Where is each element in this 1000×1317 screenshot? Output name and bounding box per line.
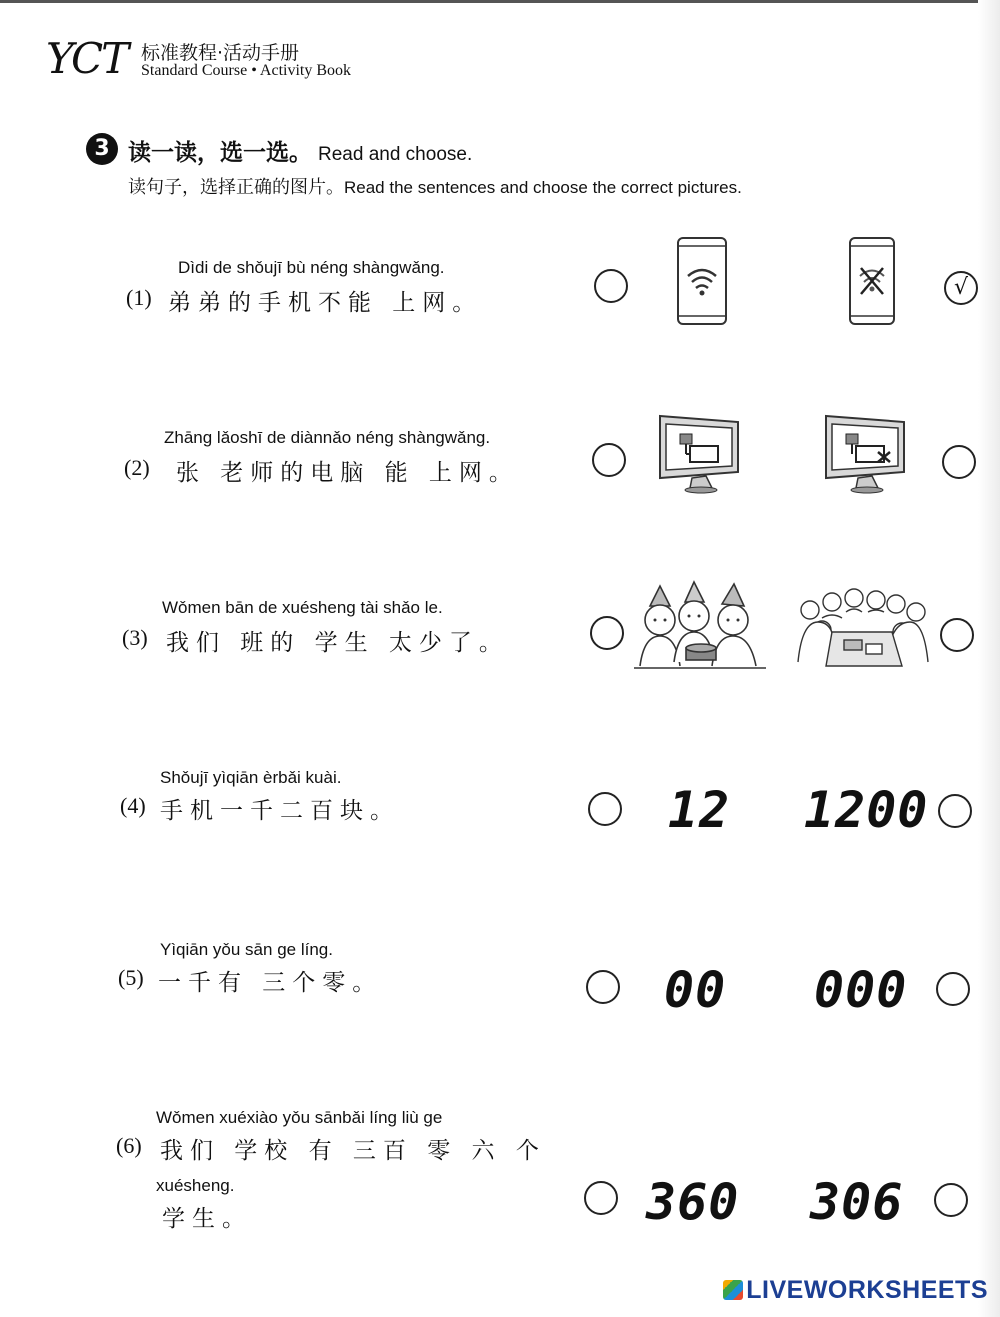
option-left-number: 00 — [664, 961, 727, 1019]
question-number: (2) — [124, 455, 150, 480]
sentence: 我们 学校 有 三百 零 六 个 — [160, 1138, 546, 1164]
answer-circle-right[interactable] — [934, 1183, 968, 1217]
option-right-number: 000 — [814, 961, 908, 1019]
pinyin: Wǒmen bān de xuésheng tài shǎo le. — [162, 598, 443, 617]
option-left-number: 360 — [646, 1173, 740, 1231]
pinyin: Yìqiān yǒu sān ge líng. — [160, 940, 333, 959]
answer-circle-left[interactable] — [592, 443, 626, 477]
book-title-cn: 标准教程·活动手册 — [141, 42, 300, 64]
question-number: (1) — [126, 285, 152, 310]
exercise-number-badge: 3 — [86, 133, 118, 165]
option-left-number: 12 — [668, 781, 731, 839]
page-edge-shadow — [978, 0, 1000, 1317]
answer-circle-left[interactable] — [590, 616, 624, 650]
instruction-en: Read the sentences and choose the correct pictures. — [344, 178, 742, 197]
top-border — [0, 0, 1000, 3]
sentence: 张 老师的电脑 能 上网。 — [176, 460, 519, 486]
yct-logo: YCT — [46, 34, 128, 83]
sentence: 手机一千二百块。 — [160, 798, 400, 824]
answer-circle-right[interactable] — [940, 618, 974, 652]
answer-circle-left[interactable] — [584, 1181, 618, 1215]
exercise-title-en: Read and choose. — [318, 144, 473, 165]
exercise-title — [128, 134, 472, 167]
question-number: (5) — [118, 965, 144, 990]
book-title-en: Standard Course • Activity Book — [141, 62, 352, 79]
watermark-text: LIVEWORKSHEETS — [746, 1276, 988, 1304]
answer-circle-right[interactable] — [938, 794, 972, 828]
exercise-instruction — [128, 173, 742, 199]
answer-circle-left[interactable] — [588, 792, 622, 826]
computer-disconnected-icon — [822, 412, 908, 496]
liveworksheets-logo-icon — [723, 1280, 743, 1300]
answer-circle-left[interactable] — [586, 970, 620, 1004]
many-students-class-icon — [792, 582, 932, 672]
answer-circle-right[interactable] — [942, 445, 976, 479]
exercise-title-cn: 读一读，选一选。 — [128, 140, 312, 166]
pinyin-line-2: xuésheng. — [156, 1176, 235, 1195]
option-right-number: 1200 — [804, 781, 929, 839]
pinyin: Shǒujī yìqiān èrbǎi kuài. — [160, 768, 342, 787]
question-number: (6) — [116, 1133, 142, 1158]
phone-no-wifi-icon — [848, 236, 896, 326]
answer-circle-right[interactable]: √ — [944, 271, 978, 305]
pinyin: Zhāng lǎoshī de diànnǎo néng shàngwǎng. — [164, 428, 491, 447]
answer-circle-right[interactable] — [936, 972, 970, 1006]
pinyin: Dìdi de shǒujī bù néng shàngwǎng. — [178, 258, 445, 277]
question-number: (3) — [122, 625, 148, 650]
sentence-line-2: 学生。 — [162, 1206, 252, 1232]
question-number: (4) — [120, 793, 146, 818]
sentence: 我们 班的 学生 太少了。 — [166, 630, 509, 656]
option-right-number: 306 — [810, 1173, 904, 1231]
pinyin: Wǒmen xuéxiào yǒu sānbǎi líng liù ge — [156, 1108, 443, 1127]
instruction-cn: 读句子，选择正确的图片。 — [128, 177, 344, 198]
sentence: 一千有 三个零。 — [158, 970, 383, 996]
computer-connected-icon — [656, 412, 742, 496]
answer-circle-left[interactable] — [594, 269, 628, 303]
phone-wifi-icon — [676, 236, 728, 326]
few-students-party-icon — [630, 580, 770, 672]
sentence: 弟弟的手机不能 上网。 — [168, 290, 483, 316]
liveworksheets-watermark — [723, 1276, 988, 1305]
